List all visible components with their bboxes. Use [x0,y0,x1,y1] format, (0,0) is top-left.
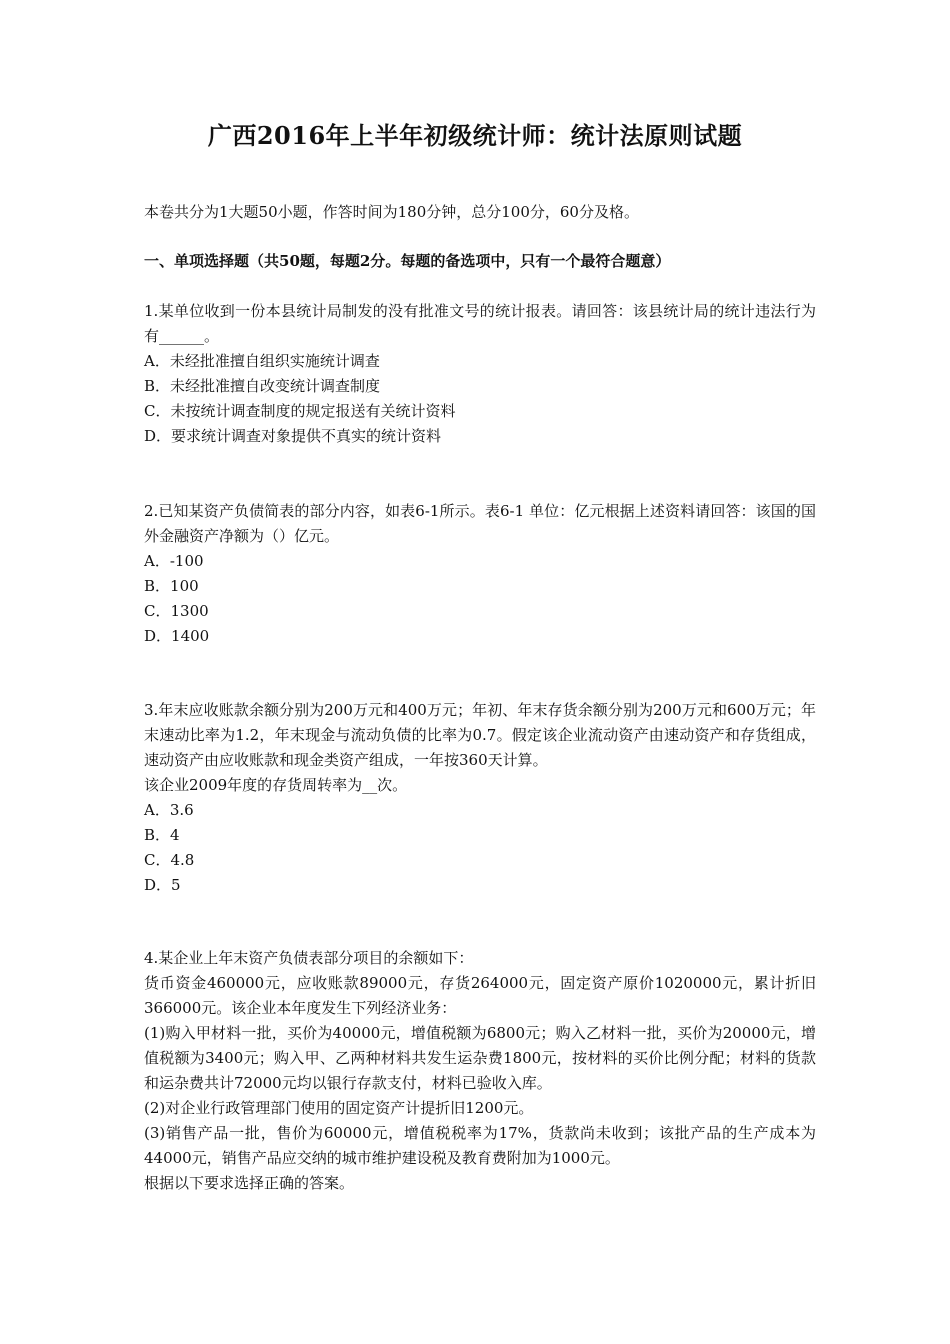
question-2 [144,499,816,649]
question-paragraph: (3)销售产品一批，售价为60000元，增值税税率为17%，货款尚未收到；该批产品的生产成本为44000元，销售产品应交纳的城市维护建设税及教育费附加为1000元。 [144,1124,816,1167]
option-d: D．要求统计调查对象提供不真实的统计资料 [144,427,442,445]
question-paragraph: (2)对企业行政管理部门使用的固定资产计提折旧1200元。 [144,1099,534,1117]
question-sub-stem: 该企业2009年度的存货周转率为__次。 [144,776,408,794]
page-title: 广西2016年上半年初级统计师：统计法原则试题 [207,121,743,150]
option-b: B．未经批准擅自改变统计调查制度 [144,377,381,395]
option-a: A．未经批准擅自组织实施统计调查 [144,352,380,370]
question-stem: 2.已知某资产负债简表的部分内容，如表6-1所示。表6-1 单位：亿元根据上述资料请回答：该国的国外金融资产净额为（）亿元。 [144,502,816,545]
question-stem: 3.年末应收账款余额分别为200万元和400万元；年初、年末存货余额分别为200万元和600万元；年末速动比率为1.2，年末现金与流动负债的比率为0.7。假定该企业流动资产由速动资产和存货组成，速动资产由应收账款和现金类资产组成，一年按360天计算。 [144,701,816,769]
option-b: B．100 [144,577,199,595]
option-a: A．-100 [144,552,204,570]
option-d: D．1400 [144,627,210,645]
question-paragraph: (1)购入甲材料一批，买价为40000元，增值税额为6800元；购入乙材料一批，买价为20000元，增值税额为3400元；购入甲、乙两种材料共发生运杂费1800元，按材料的买价比例分配；材料的货款和运杂费共计72000元均以银行存款支付，材料已验收入库。 [144,1024,816,1092]
option-a: A．3.6 [144,801,194,819]
question-stem: 1.某单位收到一份本县统计局制发的没有批准文号的统计报表。请回答：该县统计局的统计违法行为有______。 [144,302,816,345]
option-c: C．1300 [144,602,209,620]
option-b: B．4 [144,826,180,844]
question-3 [144,698,816,898]
section-heading: 一、单项选择题（共50题，每题2分。每题的备选项中，只有一个最符合题意） [144,252,671,270]
question-paragraph: 根据以下要求选择正确的答案。 [144,1174,355,1192]
option-c: C．4.8 [144,851,195,869]
question-1 [144,299,816,449]
question-stem: 4.某企业上年末资产负债表部分项目的余额如下： [144,949,474,967]
question-paragraph: 货币资金460000元，应收账款89000元，存货264000元，固定资产原价1020000元，累计折旧366000元。该企业本年度发生下列经济业务： [144,974,816,1017]
option-c: C．未按统计调查制度的规定报送有关统计资料 [144,402,456,420]
option-d: D．5 [144,876,181,894]
exam-intro: 本卷共分为1大题50小题，作答时间为180分钟，总分100分，60分及格。 [144,203,639,221]
question-4 [144,946,816,1196]
